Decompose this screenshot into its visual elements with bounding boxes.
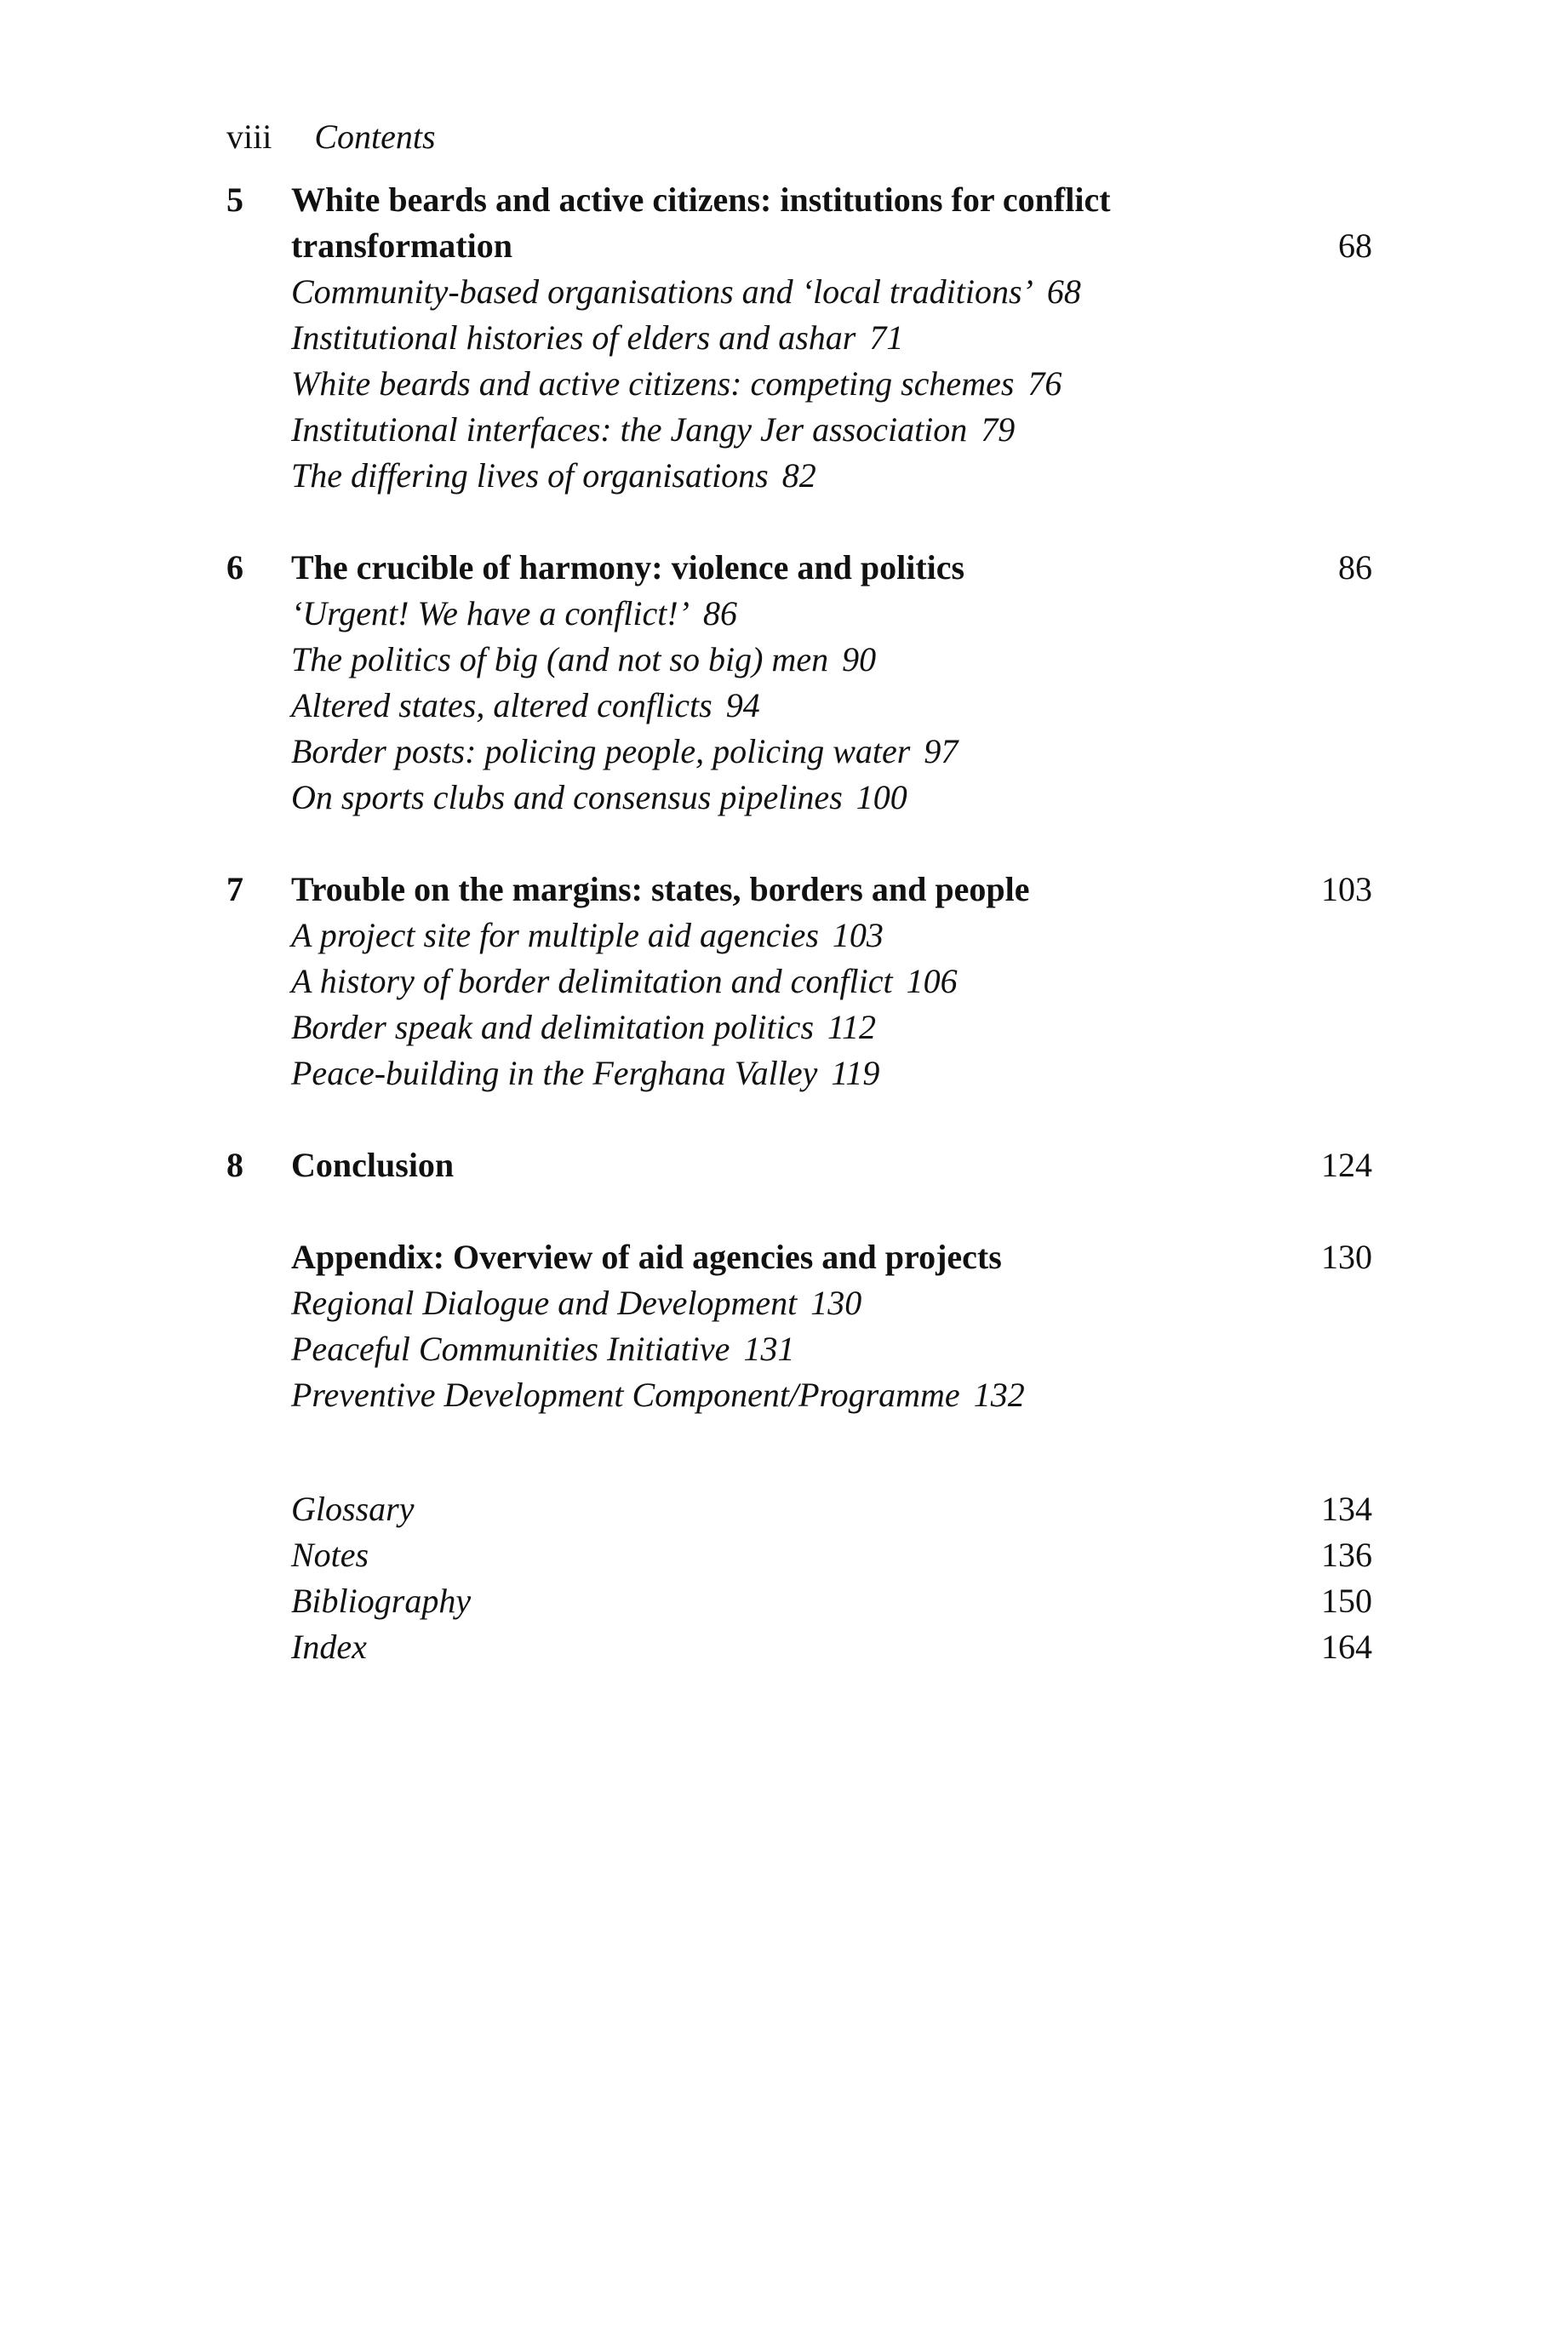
section-title: Preventive Development Component/Programme bbox=[291, 1376, 960, 1414]
toc-section bbox=[291, 913, 1270, 959]
toc-chapter-8 bbox=[226, 1142, 1372, 1188]
section-title: Altered states, altered conflicts bbox=[291, 686, 712, 724]
end-item-label: Notes bbox=[291, 1536, 369, 1574]
end-item-page: 134 bbox=[1321, 1490, 1372, 1528]
end-item-label: Bibliography bbox=[291, 1582, 472, 1620]
section-page: 132 bbox=[973, 1376, 1025, 1414]
toc-chapter-6 bbox=[226, 545, 1372, 821]
section-title: The politics of big (and not so big) men bbox=[291, 640, 829, 678]
toc-section bbox=[291, 407, 1270, 453]
section-page: 79 bbox=[981, 410, 1016, 449]
chapter-title: The crucible of harmony: violence and politics bbox=[291, 548, 965, 587]
toc-section bbox=[291, 637, 1270, 683]
toc-section bbox=[291, 729, 1270, 775]
end-item-page: 150 bbox=[1321, 1582, 1372, 1620]
chapter-page: 130 bbox=[1321, 1238, 1372, 1276]
section-title: Institutional histories of elders and ashar bbox=[291, 318, 856, 357]
toc-end-item bbox=[291, 1578, 1372, 1624]
section-title: Community-based organisations and ‘local traditions’ bbox=[291, 272, 1033, 311]
appendix-title: Appendix: Overview of aid agencies and projects bbox=[291, 1238, 1002, 1276]
section-title: A project site for multiple aid agencies bbox=[291, 916, 819, 954]
section-page: 100 bbox=[856, 778, 907, 816]
toc-chapter-7 bbox=[226, 867, 1372, 1096]
chapter-title: Conclusion bbox=[291, 1146, 455, 1184]
section-page: 86 bbox=[703, 594, 737, 632]
running-head-title: Contents bbox=[314, 117, 436, 156]
page-folio: viii bbox=[226, 117, 272, 156]
chapter-page: 124 bbox=[1321, 1146, 1372, 1184]
chapter-page: 103 bbox=[1321, 870, 1372, 908]
chapter-number: 5 bbox=[226, 180, 243, 219]
section-page: 94 bbox=[725, 686, 760, 724]
toc-end-item bbox=[291, 1624, 1372, 1670]
section-page: 90 bbox=[842, 640, 877, 678]
toc-section bbox=[291, 1004, 1270, 1050]
section-title: Peaceful Communities Initiative bbox=[291, 1330, 730, 1368]
toc-section bbox=[291, 683, 1270, 729]
section-title: ‘Urgent! We have a conflict!’ bbox=[291, 594, 690, 632]
end-item-label: Index bbox=[291, 1628, 367, 1666]
section-page: 76 bbox=[1027, 364, 1062, 403]
chapter-title-line: White beards and active citizens: institutions for conflict bbox=[291, 180, 1111, 219]
section-title: White beards and active citizens: competing schemes bbox=[291, 364, 1015, 403]
chapter-title: Trouble on the margins: states, borders and people bbox=[291, 870, 1030, 908]
section-title: Peace-building in the Ferghana Valley bbox=[291, 1054, 818, 1092]
section-page: 71 bbox=[869, 318, 904, 357]
section-title: Border speak and delimitation politics bbox=[291, 1008, 815, 1046]
section-page: 97 bbox=[924, 732, 959, 770]
chapter-page: 86 bbox=[1338, 548, 1372, 587]
chapter-number: 8 bbox=[226, 1146, 243, 1184]
chapter-number: 6 bbox=[226, 548, 243, 587]
toc-section bbox=[291, 315, 1270, 361]
section-title: Border posts: policing people, policing water bbox=[291, 732, 911, 770]
section-page: 119 bbox=[831, 1054, 880, 1092]
section-page: 68 bbox=[1046, 272, 1081, 311]
section-title: Regional Dialogue and Development bbox=[291, 1284, 798, 1322]
section-page: 130 bbox=[810, 1284, 862, 1322]
end-item-label: Glossary bbox=[291, 1490, 415, 1528]
section-page: 131 bbox=[743, 1330, 795, 1368]
toc-section bbox=[291, 453, 1270, 499]
toc-end-item bbox=[291, 1486, 1372, 1532]
chapter-title-line: transformation bbox=[291, 226, 512, 265]
section-page: 106 bbox=[906, 962, 958, 1000]
toc-chapter-5 bbox=[226, 177, 1372, 499]
section-title: Institutional interfaces: the Jangy Jer association bbox=[291, 410, 968, 449]
end-item-page: 136 bbox=[1321, 1536, 1372, 1574]
toc-section bbox=[291, 1050, 1270, 1096]
toc-end-item bbox=[291, 1532, 1372, 1578]
toc-section bbox=[291, 1280, 1270, 1326]
toc-appendix bbox=[226, 1234, 1372, 1418]
toc-section bbox=[291, 269, 1270, 315]
chapter-number: 7 bbox=[226, 870, 243, 908]
section-page: 112 bbox=[827, 1008, 877, 1046]
toc-section bbox=[291, 361, 1270, 407]
toc-section bbox=[291, 1326, 1270, 1372]
toc-section bbox=[291, 1372, 1270, 1418]
section-title: A history of border delimitation and conflict bbox=[291, 962, 893, 1000]
section-title: On sports clubs and consensus pipelines bbox=[291, 778, 843, 816]
toc-section bbox=[291, 959, 1270, 1004]
chapter-page: 68 bbox=[1338, 226, 1372, 265]
end-item-page: 164 bbox=[1321, 1628, 1372, 1666]
chapter-title bbox=[291, 177, 1270, 269]
section-page: 82 bbox=[781, 456, 816, 495]
section-title: The differing lives of organisations bbox=[291, 456, 769, 495]
toc-section bbox=[291, 591, 1270, 637]
section-page: 103 bbox=[832, 916, 884, 954]
toc-section bbox=[291, 775, 1270, 821]
toc-end-matter bbox=[226, 1486, 1372, 1670]
table-of-contents bbox=[226, 177, 1372, 1670]
running-head bbox=[226, 114, 436, 160]
